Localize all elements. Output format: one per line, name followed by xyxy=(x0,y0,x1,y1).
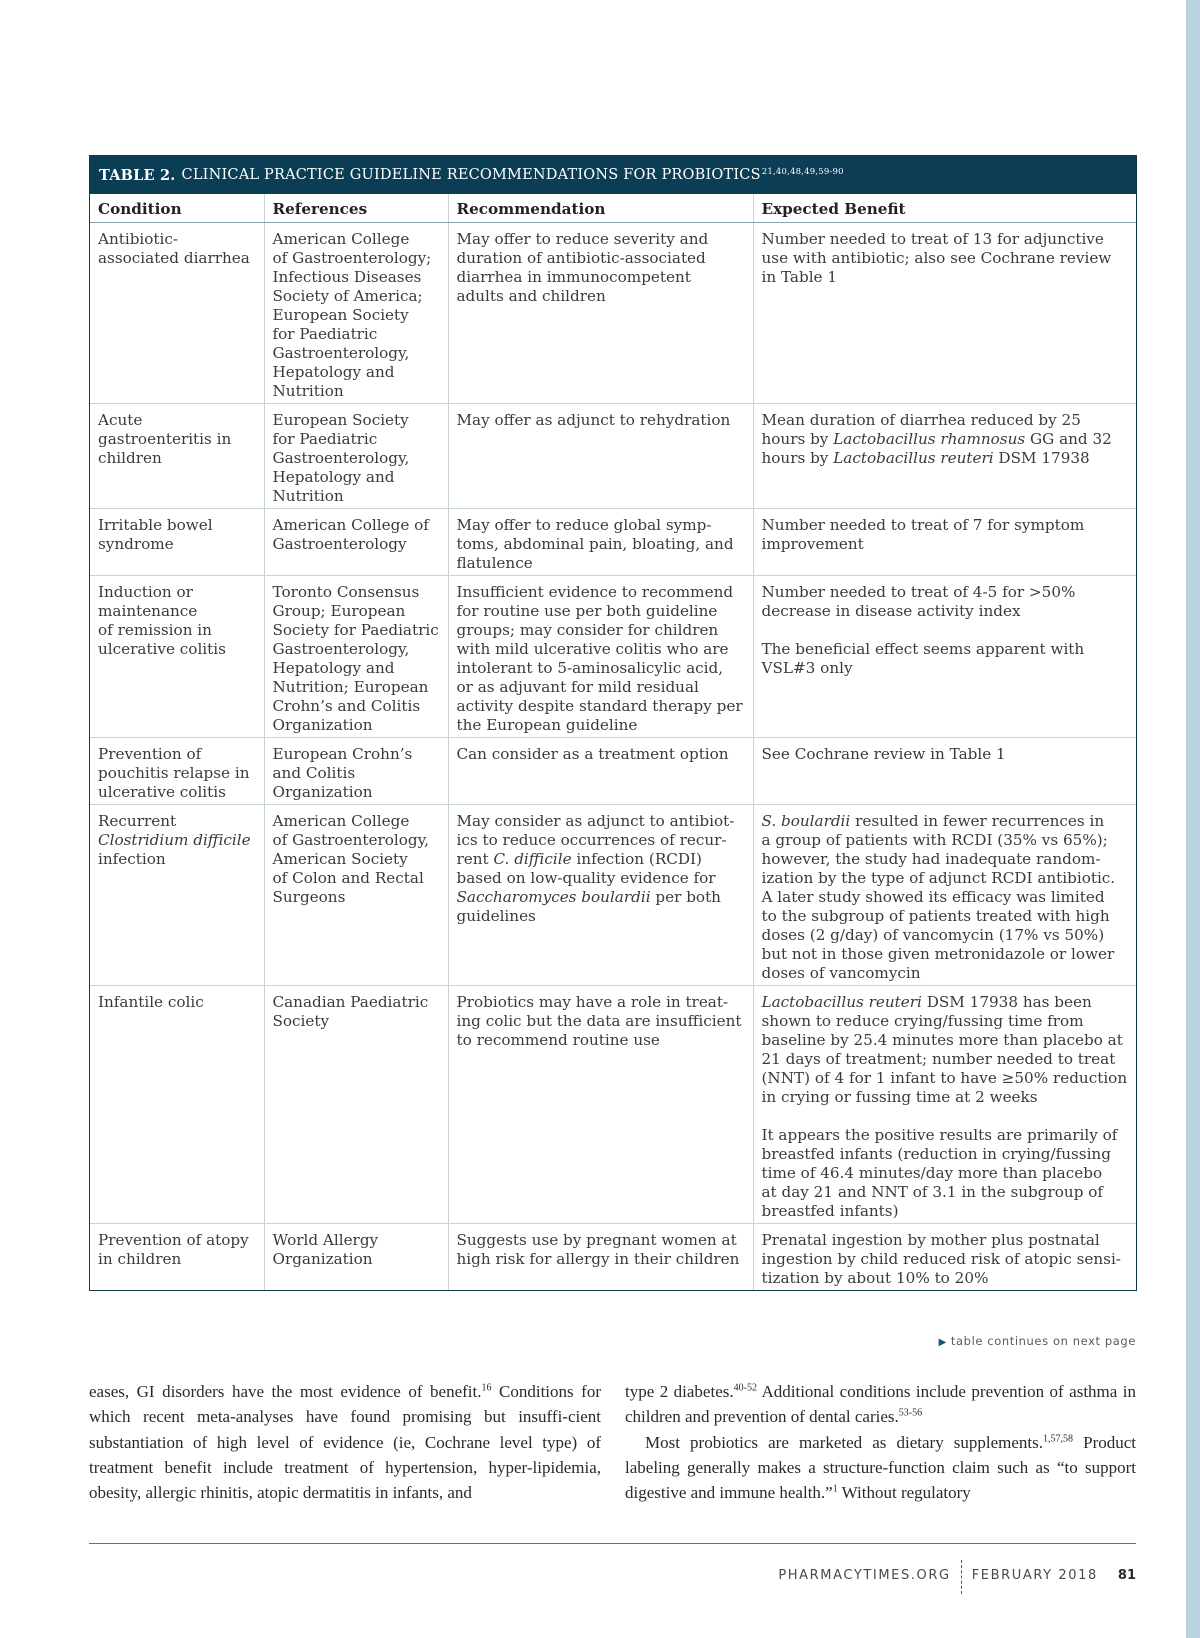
cell-line: toms, abdominal pain, bloating, and xyxy=(456,535,734,553)
header-condition: Condition xyxy=(90,194,264,223)
cell-line: groups; may consider for children xyxy=(456,621,719,639)
table-row xyxy=(90,509,1136,576)
cell-line: American Society xyxy=(272,850,408,868)
cell-line: pouchitis relapse in xyxy=(98,764,250,782)
footer-issue: FEBRUARY 2018 xyxy=(971,1567,1098,1583)
cell-line: shown to reduce crying/fussing time from xyxy=(761,1012,1084,1030)
table-title-refs: 21,40,48,49,59-90 xyxy=(761,167,844,177)
cell-line: of remission in xyxy=(98,621,212,639)
cell-line: at day 21 and NNT of 3.1 in the subgroup of xyxy=(761,1183,1104,1201)
cell-line: hours by Lactobacillus reuteri DSM 17938 xyxy=(761,449,1090,467)
cell-line: high risk for allergy in their children xyxy=(456,1250,740,1268)
cell-line: (NNT) of 4 for 1 infant to have ≥50% reduction xyxy=(761,1069,1128,1087)
table-row xyxy=(90,404,1136,509)
cell-line: time of 46.4 minutes/day more than placebo xyxy=(761,1164,1103,1182)
cell-line: maintenance xyxy=(98,602,198,620)
cell-condition xyxy=(90,223,264,404)
cell-line: Nutrition xyxy=(272,382,344,400)
cell-references xyxy=(264,1224,448,1291)
cell-line: doses of vancomycin xyxy=(761,964,921,982)
body-paragraph: type 2 diabetes.$^{40-52}$ Additional conditions include prevention of asthma in children and prevention of dental caries.$^{53-56}$ xyxy=(625,1382,1136,1427)
cell-line: improvement xyxy=(761,535,864,553)
cell-references xyxy=(264,738,448,805)
page-edge-strip xyxy=(1186,0,1200,1638)
cell-line: doses (2 g/day) of vancomycin (17% vs 50%) xyxy=(761,926,1105,944)
cell-line: of Gastroenterology; xyxy=(272,249,432,267)
cell-line: Probiotics may have a role in treat- xyxy=(456,993,729,1011)
cell-line: Recurrent xyxy=(98,812,177,830)
cell-line: World Allergy xyxy=(272,1231,379,1249)
cell-line: American College xyxy=(272,812,410,830)
cell-line: Gastroenterology, xyxy=(272,449,410,467)
cell-line: guidelines xyxy=(456,907,536,925)
cell-line: Number needed to treat of 13 for adjunctive xyxy=(761,230,1104,248)
cell-line: Gastroenterology xyxy=(272,535,407,553)
table-title xyxy=(90,156,1136,194)
cell-line: with mild ulcerative colitis who are xyxy=(456,640,729,658)
cell-line: Hepatology and xyxy=(272,363,395,381)
cell-recommendation xyxy=(448,738,753,805)
cell-line: Clostridium difficile xyxy=(98,831,251,849)
cell-line: Saccharomyces boulardii per both xyxy=(456,888,721,906)
cell-line: Insufficient evidence to recommend xyxy=(456,583,734,601)
body-paragraph: eases, GI disorders have the most evidence of benefit.$^{16}$ Conditions for which recent meta-analyses have found promising but insuffi-cient substantiation of high level of evidence (ie, Cochrane level type) of treatment benefit include treatment of hypertension, hyper-lipidemia, obesity, allergic rhinitis, atopic dermatitis in infants, and xyxy=(89,1382,601,1503)
cell-line: American College xyxy=(272,230,410,248)
cell-line: Mean duration of diarrhea reduced by 25 xyxy=(761,411,1081,429)
cell-line xyxy=(762,1107,1129,1126)
table-row xyxy=(90,1224,1136,1291)
cell-benefit xyxy=(753,404,1136,509)
cell-line: the European guideline xyxy=(456,716,638,734)
cell-line: Surgeons xyxy=(272,888,346,906)
cell-line: ization by the type of adjunct RCDI antibiotic. xyxy=(761,869,1116,887)
cell-condition xyxy=(90,576,264,738)
table-row xyxy=(90,223,1136,404)
footer-site: PHARMACYTIMES.ORG xyxy=(778,1567,951,1583)
cell-line: syndrome xyxy=(98,535,174,553)
cell-line: use with antibiotic; also see Cochrane review xyxy=(761,249,1112,267)
cell-recommendation xyxy=(448,805,753,986)
cell-line: See Cochrane review in Table 1 xyxy=(761,745,1006,763)
cell-condition xyxy=(90,805,264,986)
cell-line: Prevention of atopy xyxy=(98,1231,249,1249)
cell-line: to the subgroup of patients treated with high xyxy=(761,907,1110,925)
cell-references xyxy=(264,576,448,738)
cell-line: for Paediatric xyxy=(272,430,378,448)
header-recommendation: Recommendation xyxy=(448,194,753,223)
cell-line: a group of patients with RCDI (35% vs 65%); xyxy=(761,831,1108,849)
cell-line: Irritable bowel xyxy=(98,516,213,534)
cell-references xyxy=(264,404,448,509)
cell-line: ulcerative colitis xyxy=(98,640,226,658)
page-number: 81 xyxy=(1117,1567,1136,1583)
cell-line: in Table 1 xyxy=(761,268,838,286)
cell-recommendation xyxy=(448,576,753,738)
cell-references xyxy=(264,986,448,1224)
cell-line: Society of America; xyxy=(272,287,423,305)
cell-line: Suggests use by pregnant women at xyxy=(456,1231,737,1249)
footer-separator xyxy=(961,1560,962,1594)
cell-references xyxy=(264,509,448,576)
cell-line: Infantile colic xyxy=(98,993,204,1011)
cell-line: Prevention of xyxy=(98,745,202,763)
cell-line: ingestion by child reduced risk of atopic sensi- xyxy=(761,1250,1121,1268)
cell-benefit xyxy=(753,805,1136,986)
table-continues-note xyxy=(939,1334,1136,1348)
table-row xyxy=(90,738,1136,805)
cell-line: Gastroenterology, xyxy=(272,344,410,362)
cell-line: but not in those given metronidazole or lower xyxy=(761,945,1115,963)
cell-line: breastfed infants) xyxy=(761,1202,899,1220)
cell-line: May offer to reduce global symp- xyxy=(456,516,712,534)
cell-recommendation xyxy=(448,223,753,404)
cell-line: May offer to reduce severity and xyxy=(456,230,709,248)
cell-line: for routine use per both guideline xyxy=(456,602,718,620)
cell-line: activity despite standard therapy per xyxy=(456,697,743,715)
cell-line: Canadian Paediatric xyxy=(272,993,429,1011)
cell-line xyxy=(762,621,1129,640)
cell-benefit xyxy=(753,223,1136,404)
cell-line: Antibiotic- xyxy=(98,230,179,248)
cell-line: Hepatology and xyxy=(272,659,395,677)
cell-line: European Society xyxy=(272,411,409,429)
cell-line: ing colic but the data are insufficient xyxy=(456,1012,742,1030)
body-column-right xyxy=(625,1379,1136,1505)
cell-line: Organization xyxy=(272,1250,373,1268)
triangle-right-icon: ▶ xyxy=(938,1337,947,1348)
cell-line: The beneficial effect seems apparent with xyxy=(761,640,1085,658)
cell-recommendation xyxy=(448,509,753,576)
cell-condition xyxy=(90,404,264,509)
cell-line: ulcerative colitis xyxy=(98,783,226,801)
cell-line: in crying or fussing time at 2 weeks xyxy=(761,1088,1038,1106)
cell-line: for Paediatric xyxy=(272,325,378,343)
cell-line: however, the study had inadequate random- xyxy=(761,850,1101,868)
cell-line: baseline by 25.4 minutes more than placebo at xyxy=(761,1031,1123,1049)
footer-rule xyxy=(89,1543,1136,1544)
cell-line: European Society xyxy=(272,306,409,324)
body-paragraph: Most probiotics are marketed as dietary supplements.$^{1,57,58}$ Product labeling generally makes a structure-function claim such as “to support digestive and immune health.”$^1$ Without regulatory xyxy=(625,1432,1136,1503)
table-row xyxy=(90,576,1136,738)
guideline-table xyxy=(89,155,1137,1291)
cell-condition xyxy=(90,509,264,576)
cell-benefit xyxy=(753,1224,1136,1291)
cell-line: Number needed to treat of 4-5 for >50% xyxy=(761,583,1076,601)
cell-line: associated diarrhea xyxy=(98,249,250,267)
cell-line: Acute xyxy=(98,411,143,429)
cell-line: Nutrition; European xyxy=(272,678,429,696)
cell-line: Society for Paediatric xyxy=(272,621,439,639)
cell-line: Society xyxy=(272,1012,330,1030)
cell-line: Induction or xyxy=(98,583,193,601)
cell-line: It appears the positive results are primarily of xyxy=(761,1126,1118,1144)
body-column-left xyxy=(89,1379,601,1505)
cell-line: of Gastroenterology, xyxy=(272,831,429,849)
cell-line: May consider as adjunct to antibiot- xyxy=(456,812,735,830)
cell-line: in children xyxy=(98,1250,182,1268)
cell-line: Gastroenterology, xyxy=(272,640,410,658)
cell-line: Group; European xyxy=(272,602,406,620)
cell-line: gastroenteritis in xyxy=(98,430,232,448)
cell-line: intolerant to 5-aminosalicylic acid, xyxy=(456,659,724,677)
cell-line: European Crohn’s xyxy=(272,745,413,763)
cell-line: Hepatology and xyxy=(272,468,395,486)
cell-line: flatulence xyxy=(456,554,533,572)
cell-line: Nutrition xyxy=(272,487,344,505)
header-expected-benefit: Expected Benefit xyxy=(753,194,1136,223)
cell-line: adults and children xyxy=(456,287,606,305)
cell-line: duration of antibiotic-associated xyxy=(456,249,706,267)
cell-line: or as adjuvant for mild residual xyxy=(456,678,699,696)
cell-line: VSL#3 only xyxy=(761,659,853,677)
cell-line: infection xyxy=(98,850,166,868)
cell-benefit xyxy=(753,986,1136,1224)
cell-line: ics to reduce occurrences of recur- xyxy=(456,831,727,849)
table-row xyxy=(90,986,1136,1224)
cell-line: hours by Lactobacillus rhamnosus GG and 32 xyxy=(761,430,1112,448)
cell-line: Number needed to treat of 7 for symptom xyxy=(761,516,1085,534)
cell-line: Lactobacillus reuteri DSM 17938 has been xyxy=(761,993,1092,1011)
cell-line: breastfed infants (reduction in crying/fussing xyxy=(761,1145,1111,1163)
cell-line: A later study showed its efficacy was limited xyxy=(761,888,1105,906)
cell-line: Toronto Consensus xyxy=(272,583,420,601)
cell-line: Infectious Diseases xyxy=(272,268,422,286)
cell-line: rent C. difficile infection (RCDI) xyxy=(456,850,702,868)
cell-recommendation xyxy=(448,1224,753,1291)
cell-line: Organization xyxy=(272,783,373,801)
cell-references xyxy=(264,805,448,986)
cell-condition xyxy=(90,738,264,805)
cell-line: Prenatal ingestion by mother plus postnatal xyxy=(761,1231,1100,1249)
table-row xyxy=(90,805,1136,986)
cell-benefit xyxy=(753,576,1136,738)
cell-line: diarrhea in immunocompetent xyxy=(456,268,691,286)
cell-line: S. boulardii resulted in fewer recurrences in xyxy=(761,812,1105,830)
table-body xyxy=(90,194,1136,1290)
cell-benefit xyxy=(753,738,1136,805)
cell-condition xyxy=(90,1224,264,1291)
cell-references xyxy=(264,223,448,404)
cell-line: based on low-quality evidence for xyxy=(456,869,716,887)
cell-line: decrease in disease activity index xyxy=(761,602,1021,620)
cell-line: Crohn’s and Colitis xyxy=(272,697,421,715)
cell-line: Can consider as a treatment option xyxy=(456,745,729,763)
cell-line: to recommend routine use xyxy=(456,1031,660,1049)
cell-line: American College of xyxy=(272,516,429,534)
cell-recommendation xyxy=(448,404,753,509)
cell-line: children xyxy=(98,449,162,467)
cell-line: 21 days of treatment; number needed to treat xyxy=(761,1050,1116,1068)
cell-line: May offer as adjunct to rehydration xyxy=(456,411,731,429)
table-title-text: CLINICAL PRACTICE GUIDELINE RECOMMENDATIONS FOR PROBIOTICS xyxy=(181,167,761,183)
table-number: TABLE 2. xyxy=(99,166,176,184)
page-footer xyxy=(778,1558,1136,1592)
cell-line: of Colon and Rectal xyxy=(272,869,424,887)
cell-benefit xyxy=(753,509,1136,576)
cell-line: Organization xyxy=(272,716,373,734)
cell-condition xyxy=(90,986,264,1224)
continues-text: table continues on next page xyxy=(950,1334,1136,1348)
cell-recommendation xyxy=(448,986,753,1224)
cell-line: tization by about 10% to 20% xyxy=(761,1269,989,1287)
cell-line: and Colitis xyxy=(272,764,356,782)
table-header-row xyxy=(90,194,1136,223)
header-references: References xyxy=(264,194,448,223)
